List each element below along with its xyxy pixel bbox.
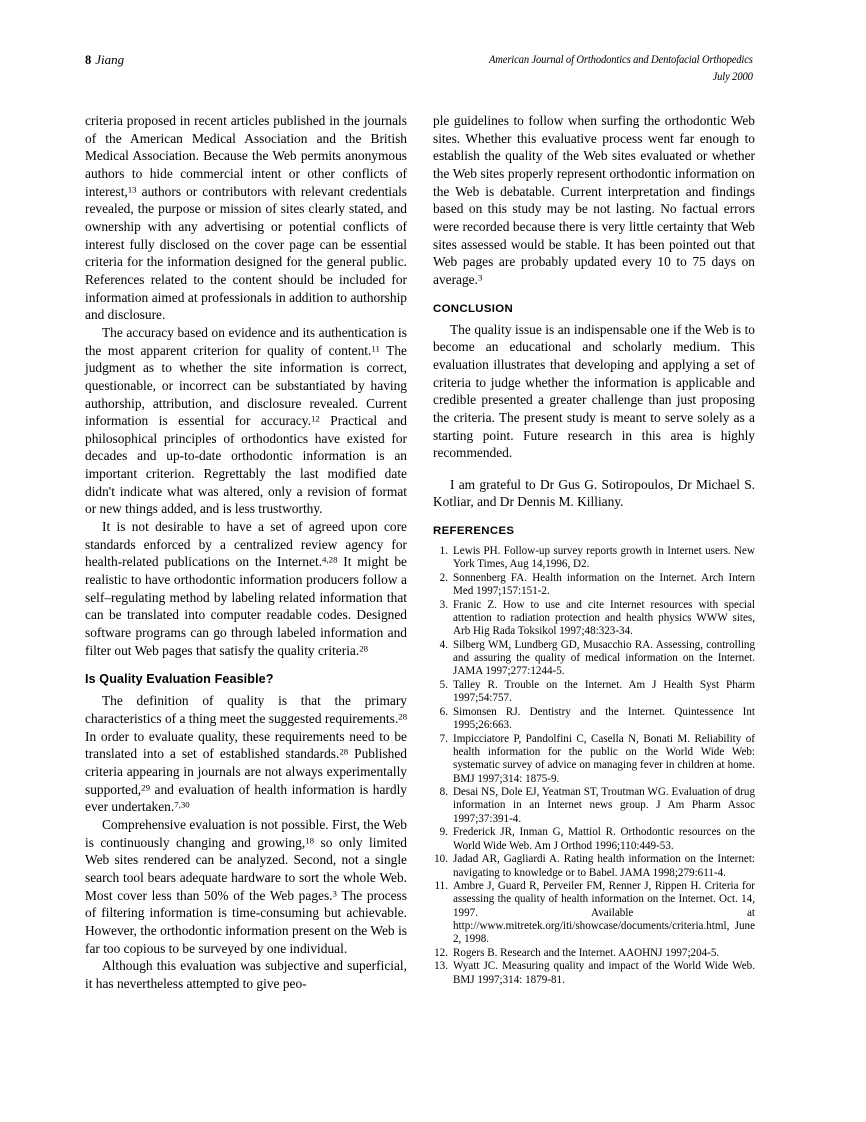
paragraph-text-cont: so only limited Web sites rendered can be analyzed. Second, not a single search tool bears adequate hardware to sort the whole Web. Most cover less than 50% of the Web pages. xyxy=(85,834,407,903)
paragraph-text-cont: It might be realistic to have orthodontic information producers follow a self–regulating method by labeling related information that can be translated into computer readable codes. Designed software programs can go through labeled information and filter out Web pages that satisfy the quality criteria. xyxy=(85,554,408,658)
reference-item xyxy=(433,786,755,826)
paragraph-core-standards xyxy=(85,518,407,659)
page-number: 8 xyxy=(85,53,92,67)
reference-text: Franic Z. How to use and cite Internet resources with special attention to radiation protection and health physics WWW sites, Arb Hig Rada Toksikol 1997;48:323-34. xyxy=(453,598,755,638)
paragraph-text: criteria proposed in recent articles published in the journals of the American Medical Association and the British Medical Association. Because the Web permits anonymous authors to hide commercial intent or other conflicts of interest, xyxy=(85,113,407,199)
subsection-heading-quality-evaluation: Is Quality Evaluation Feasible? xyxy=(85,672,274,687)
reference-item xyxy=(433,960,755,986)
reference-text: Wyatt JC. Measuring quality and impact of the World Wide Web. BMJ 1997;314: 1879-81. xyxy=(453,960,755,986)
citation-ref: 3 xyxy=(332,887,337,898)
paragraph-text: Comprehensive evaluation is not possible. First, the Web is continuously changing and growing, xyxy=(85,816,407,850)
reference-text: Frederick JR, Inman G, Mattiol R. Orthodontic resources on the World Wide Web. Am J Orthod 1996;110:449-53. xyxy=(453,826,755,852)
paragraph-text-cont: Published criteria appearing in journals are not always experimentally supported, xyxy=(85,746,407,797)
paragraph-accuracy-evidence xyxy=(85,324,407,518)
paragraph-text-cont: Practical and philosophical principles of orthodontics have existed for decades and up-to-date orthodontic information is an important criterion. Regrettably the last modified date didn't indicate what was altered, only a revision of format or new things added, and is less trustworthy. xyxy=(85,413,407,517)
citation-ref: 29 xyxy=(141,781,150,792)
paragraph-conclusion-body: The quality issue is an indispensable one if the Web is to become an educational and scholarly medium. This evaluation illustrates that developing and applying a set of criteria to judge whether the information is applicable and credible presented a greater challenge than just proposing the criteria. The present study is meant to serve solely as a starting point. Future research in this area is highly recommended. xyxy=(433,321,755,461)
reference-text: Rogers B. Research and the Internet. AAOHNJ 1997;204-5. xyxy=(453,946,720,959)
citation-ref: 28 xyxy=(359,642,369,653)
running-head-left xyxy=(85,52,124,68)
acknowledgment-paragraph: I am grateful to Dr Gus G. Sotiropoulos, Dr Michael S. Kotliar, and Dr Dennis M. Killiany. xyxy=(433,476,755,510)
left-column xyxy=(85,112,407,993)
spacer xyxy=(433,289,755,302)
citation-ref: 28 xyxy=(339,746,349,757)
citation-ref: 13 xyxy=(127,183,137,194)
reference-number: 7. xyxy=(439,732,448,745)
paragraph-text-cont: The process of filtering information is time-consuming but achievable. However, the orthodontic information present on the Web is far too copious to be surveyed by one individual. xyxy=(85,887,407,956)
running-head xyxy=(85,52,753,92)
reference-number: 10. xyxy=(434,853,448,866)
paragraph-text: It is not desirable to have a set of agreed upon core standards enforced by a centralized review agency for health-related publications on the Internet. xyxy=(85,519,407,570)
reference-number: 6. xyxy=(439,706,448,719)
running-head-right xyxy=(489,52,753,85)
reference-text: Talley R. Trouble on the Internet. Am J Health Syst Pharm 1997;54:757. xyxy=(453,679,755,705)
reference-number: 9. xyxy=(439,826,448,839)
reference-item xyxy=(433,679,755,705)
reference-text: Impicciatore P, Pandolfini C, Casella N, Bonati M. Reliability of health information for the public on the World Wide Web: systematic survey of advice on managing fever in children at home. BMJ 1997;314: 1875-9. xyxy=(453,732,755,785)
reference-text: Lewis PH. Follow-up survey reports growth in Internet users. New York Times, Aug 14,1996, D2. xyxy=(453,545,755,571)
paragraph-text: The accuracy based on evidence and its authentication is the most apparent criterion for quality of content. xyxy=(85,324,407,358)
citation-ref: 12 xyxy=(310,413,320,424)
citation-ref: 4,28 xyxy=(322,554,338,565)
reference-text: Simonsen RJ. Dentistry and the Internet. Quintessence Int 1995;26:663. xyxy=(453,706,755,732)
reference-item xyxy=(433,947,755,960)
paragraph-text: The definition of quality is that the primary characteristics of a thing meet the suggested requirements. xyxy=(85,693,407,726)
paragraph-although-evaluation: Although this evaluation was subjective and superficial, it has nevertheless attempted to give peo- xyxy=(85,958,407,991)
section-heading-conclusion: CONCLUSION xyxy=(433,302,514,315)
reference-number: 4. xyxy=(439,639,448,652)
citation-ref: 3 xyxy=(477,272,483,283)
reference-number: 2. xyxy=(439,572,448,585)
reference-item xyxy=(433,733,755,786)
paragraph-comprehensive-evaluation xyxy=(85,816,407,957)
journal-title: American Journal of Orthodontics and Dentofacial Orthopedics xyxy=(489,54,753,66)
reference-item xyxy=(433,639,755,679)
reference-text: Jadad AR, Gagliardi A. Rating health information on the Internet: navigating to knowledge or to Babel. JAMA 1998;279:611-4. xyxy=(453,853,755,879)
paragraph-criteria-proposed xyxy=(85,112,407,324)
spacer xyxy=(85,659,407,672)
reference-number: 1. xyxy=(439,545,448,558)
paragraph-text-cont: The judgment as to whether the site information is correct, questionable, or incorrect can be substantiated by having authorship, attribution, and disclosure revealed. Current information is essential for accuracy. xyxy=(85,342,407,429)
issue-date: July 2000 xyxy=(712,70,753,83)
paragraph-text: ple guidelines to follow when surfing the orthodontic Web sites. Whether this evaluative process went far enough to establish the quality of the Web sites evaluated or whether the Web sites properly represent orthodontic information on the Web is debatable. Current interpretation and findings based on this study may be not lasting. No factual errors were recorded because there is very little certainty that Web sites assessed would be stable. It has been pointed out that Web pages are probably updated every 10 to 75 days on average. xyxy=(433,113,755,287)
citation-ref: 18 xyxy=(305,834,315,845)
reference-text: Desai NS, Dole EJ, Yeatman ST, Troutman WG. Evaluation of drug information in an Internet news group. J Am Pharm Assoc 1997;37:391-4. xyxy=(453,786,755,825)
spacer xyxy=(433,538,755,545)
reference-number: 3. xyxy=(439,598,448,611)
reference-text: Sonnenberg FA. Health information on the Internet. Arch Intern Med 1997;157:151-2. xyxy=(453,572,755,598)
section-heading-references: REFERENCES xyxy=(433,525,515,538)
spacer xyxy=(433,511,755,524)
citation-ref: 28 xyxy=(398,711,407,722)
running-head-author: Jiang xyxy=(95,52,125,67)
paragraph-definition-quality xyxy=(85,692,407,816)
paragraph-text-cont: In order to evaluate quality, these requirements need to be translated into a set of established standards. xyxy=(85,728,407,762)
reference-item xyxy=(433,853,755,879)
reference-item xyxy=(433,880,755,946)
reference-text: Silberg WM, Lundberg GD, Musacchio RA. Assessing, controlling and assuring the quality of medical information on the Internet. JAMA 1997;277:1244-5. xyxy=(453,639,755,678)
reference-number: 5. xyxy=(439,679,448,692)
reference-item xyxy=(433,706,755,732)
citation-ref: 11 xyxy=(371,342,380,353)
right-column xyxy=(433,112,755,987)
reference-item xyxy=(433,826,755,852)
paragraph-ple-guidelines xyxy=(433,112,755,289)
paragraph-text-cont: authors or contributors with relevant credentials revealed, the purpose or mission of sites clearly stated, and ownership with any advertising or potential conflicts of interest fully disclosed on the cover page can be essential criteria for the information designed for the general public. References related to the content should be included for information aimed at professionals in addition to authorship and disclosure. xyxy=(85,183,407,323)
spacer xyxy=(433,462,755,476)
paragraph-text-cont: and evaluation of health information is hardly ever undertaken. xyxy=(85,781,407,815)
reference-list xyxy=(433,545,755,987)
reference-item xyxy=(433,572,755,598)
citation-ref: 7,30 xyxy=(174,799,190,810)
reference-text: Ambre J, Guard R, Perveiler FM, Renner J, Rippen H. Criteria for assessing the quality of health information on the Internet. Oct. 14, 1997. Available at http://www.mitretek.org/iti/showcase/documents/criteria.html, June 2, 1998. xyxy=(453,880,755,946)
reference-item xyxy=(433,545,755,571)
reference-number: 8. xyxy=(439,786,448,799)
reference-number: 11. xyxy=(434,880,448,893)
reference-number: 13. xyxy=(434,960,448,973)
reference-number: 12. xyxy=(434,946,448,959)
reference-item xyxy=(433,599,755,639)
